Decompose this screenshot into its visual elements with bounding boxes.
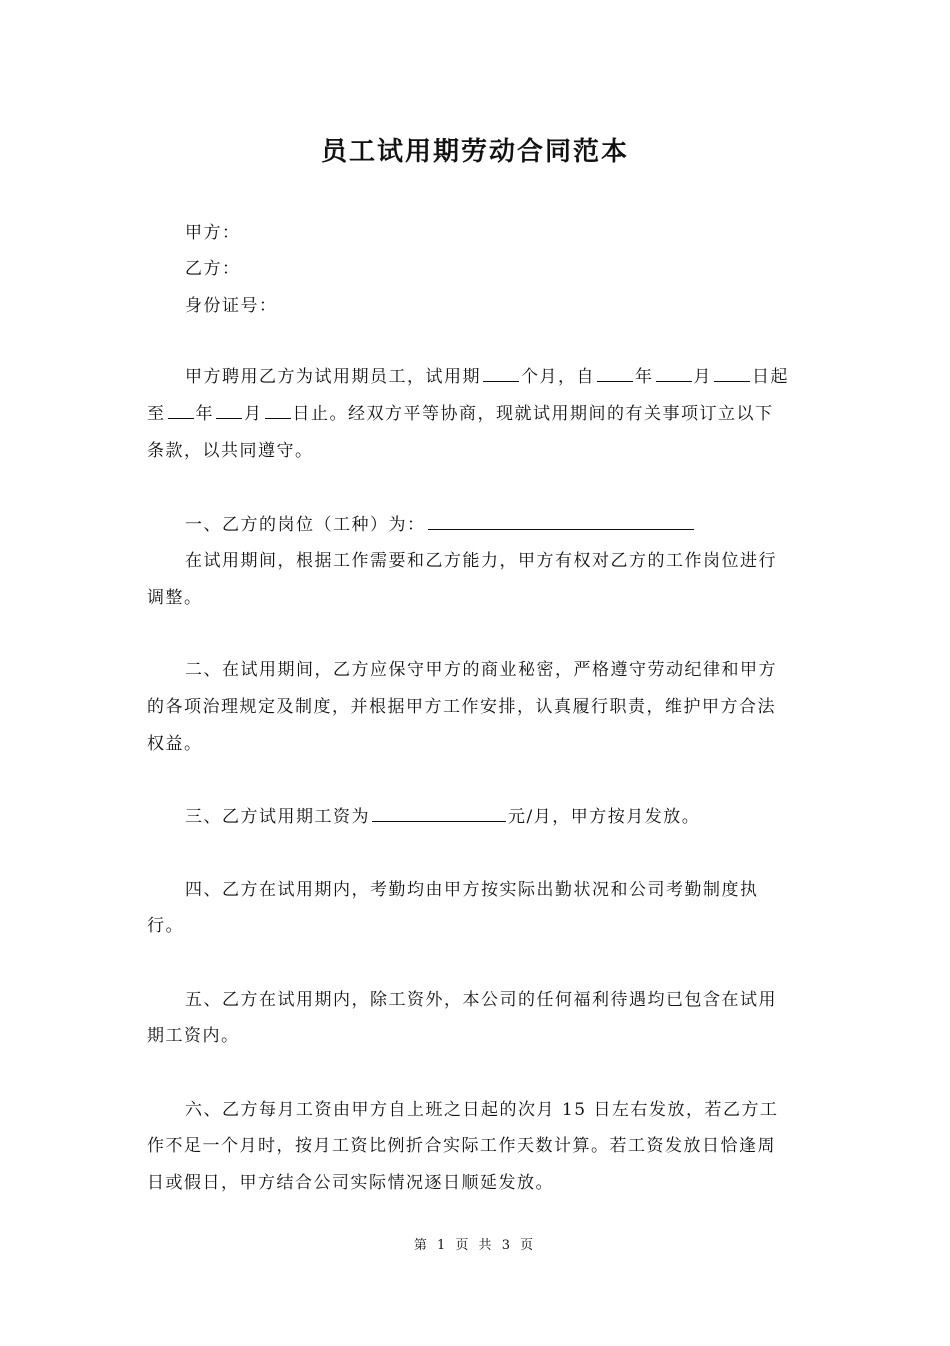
- intro-line-2: 至 年 月 日止。经双方平等协商，现就试用期间的有关事项订立以下: [147, 404, 774, 424]
- end-year-blank: [168, 402, 194, 419]
- end-month-blank: [216, 402, 242, 419]
- intro-line-1: 甲方聘用乙方为试用期员工，试用期 个月，自 年 月 日起: [185, 367, 789, 387]
- clause-4-line-2: 行。: [147, 916, 184, 936]
- clause-5-line-2: 期工资内。: [147, 1026, 240, 1046]
- clause-2-line-3: 权益。: [147, 734, 203, 754]
- document-title: 员工试用期劳动合同范本: [320, 137, 629, 167]
- end-day-blank: [265, 402, 291, 419]
- clause-6-line-1: 六、乙方每月工资由甲方自上班之日起的次月 15 日左右发放，若乙方工: [185, 1100, 779, 1120]
- clause-2-line-2: 的各项治理规定及制度，并根据甲方工作安排，认真履行职责，维护甲方合法: [147, 697, 776, 717]
- position-blank: [428, 513, 694, 530]
- clause-1-line-1: 在试用期间，根据工作需要和乙方能力，甲方有权对乙方的工作岗位进行: [185, 551, 777, 571]
- clause-1-line-2: 调整。: [147, 588, 203, 608]
- clause-5-line-1: 五、乙方在试用期内，除工资外，本公司的任何福利待遇均已包含在试用: [185, 990, 777, 1010]
- clause-6-line-3: 日或假日，甲方结合公司实际情况逐日顺延发放。: [147, 1173, 554, 1193]
- intro-line-3: 条款，以共同遵守。: [147, 441, 314, 461]
- salary-blank: [372, 805, 506, 822]
- clause-1-heading: 一、乙方的岗位（工种）为：: [185, 510, 845, 535]
- party-a-label: 甲方：: [185, 223, 241, 243]
- months-blank: [483, 365, 519, 382]
- id-number-label: 身份证号：: [185, 296, 278, 316]
- clause-2-line-1: 二、在试用期间，乙方应保守甲方的商业秘密，严格遵守劳动纪律和甲方: [185, 660, 777, 680]
- party-b-label: 乙方：: [185, 259, 241, 279]
- page-number-footer: 第 1 页 共 3 页: [413, 1238, 537, 1253]
- start-month-blank: [656, 365, 692, 382]
- start-day-blank: [714, 365, 750, 382]
- clause-4-line-1: 四、乙方在试用期内，考勤均由甲方按实际出勤状况和公司考勤制度执: [185, 880, 759, 900]
- start-year-blank: [597, 365, 633, 382]
- clause-6-line-2: 作不足一个月时，按月工资比例折合实际工作天数计算。若工资发放日恰逢周: [147, 1136, 776, 1156]
- clause-3-line: 三、乙方试用期工资为 元/月，甲方按月发放。: [185, 807, 701, 827]
